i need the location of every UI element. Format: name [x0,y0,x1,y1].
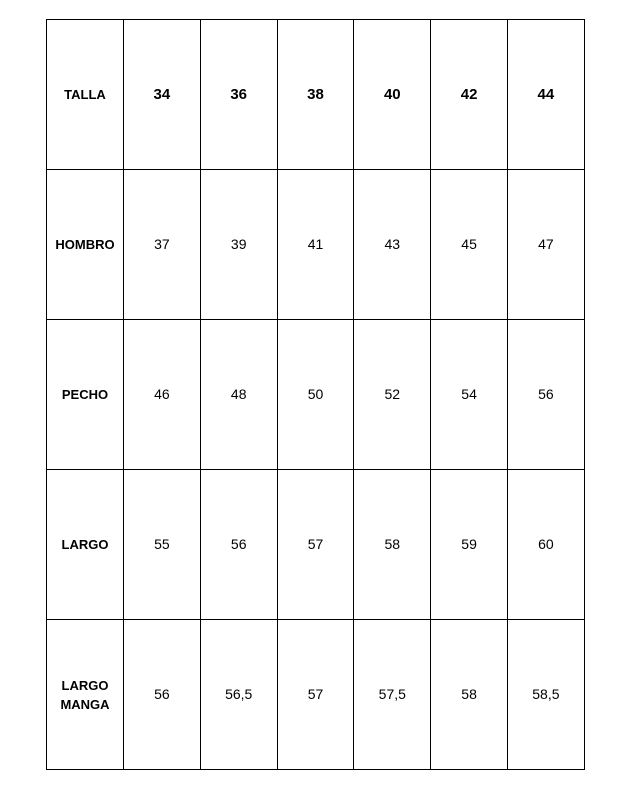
table-row [47,170,585,320]
size-header-cell: 36 [200,20,277,170]
measurement-cell: 46 [124,320,201,470]
measurement-cell: 56 [200,470,277,620]
measurement-cell: 43 [354,170,431,320]
measurement-cell: 55 [124,470,201,620]
measurement-cell: 56,5 [200,620,277,770]
header-label: TALLA [47,20,124,170]
table-row [47,620,585,770]
table-row [47,320,585,470]
measurement-cell: 39 [200,170,277,320]
measurement-cell: 52 [354,320,431,470]
measurement-cell: 48 [200,320,277,470]
row-label: PECHO [47,320,124,470]
measurement-cell: 57,5 [354,620,431,770]
size-header-cell: 42 [431,20,508,170]
measurement-cell: 60 [507,470,584,620]
row-label: LARGO [47,470,124,620]
row-label: HOMBRO [47,170,124,320]
size-header-cell: 38 [277,20,354,170]
measurement-cell: 50 [277,320,354,470]
measurement-cell: 58 [354,470,431,620]
measurement-cell: 56 [507,320,584,470]
measurement-cell: 57 [277,620,354,770]
size-chart-table [46,19,585,770]
measurement-cell: 59 [431,470,508,620]
measurement-cell: 41 [277,170,354,320]
measurement-cell: 54 [431,320,508,470]
table-row [47,470,585,620]
table-header-row [47,20,585,170]
row-label: LARGO MANGA [47,620,124,770]
measurement-cell: 58 [431,620,508,770]
size-header-cell: 44 [507,20,584,170]
measurement-cell: 37 [124,170,201,320]
measurement-cell: 45 [431,170,508,320]
size-header-cell: 40 [354,20,431,170]
size-header-cell: 34 [124,20,201,170]
measurement-cell: 57 [277,470,354,620]
measurement-cell: 56 [124,620,201,770]
measurement-cell: 58,5 [507,620,584,770]
measurement-cell: 47 [507,170,584,320]
